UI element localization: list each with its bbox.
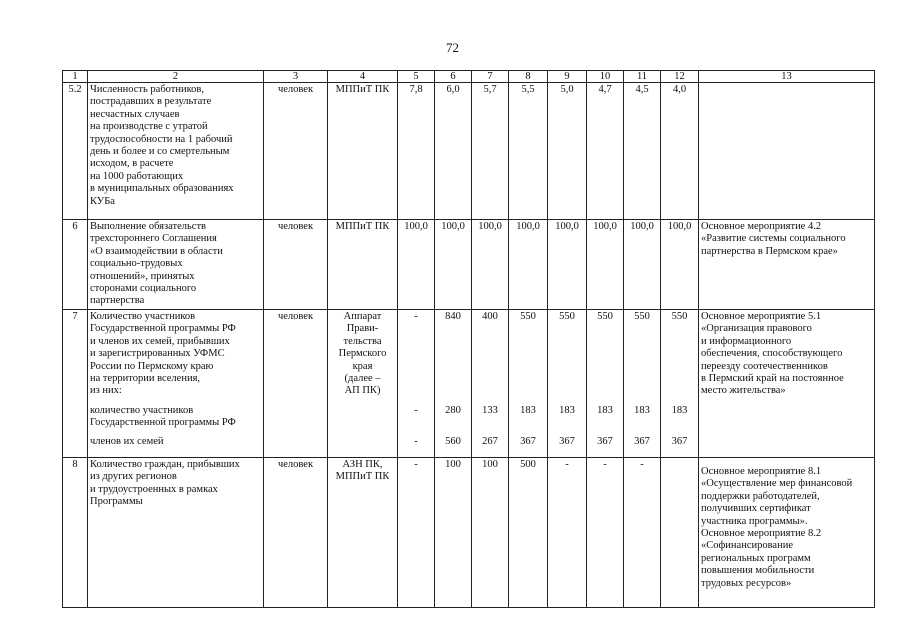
value-cell: 4,5 — [624, 83, 661, 220]
text-line: трехстороннего Соглашения — [90, 233, 217, 245]
unit-cell: человек — [264, 83, 328, 220]
text-line: Программы — [90, 496, 143, 508]
value-cell: 100 — [472, 458, 509, 608]
value-cell — [435, 310, 472, 458]
text-line: партнерства в Пермском крае» — [701, 245, 838, 257]
value-cell — [548, 310, 587, 458]
text-line: членов их семей — [90, 436, 164, 447]
measure-note — [699, 458, 875, 608]
value-cell — [398, 310, 435, 458]
text-line: Количество граждан, прибывших — [90, 459, 240, 470]
unit-cell: человек — [264, 310, 328, 458]
text-line: сторонами социального — [90, 283, 197, 295]
value-main: 550 — [671, 311, 688, 322]
value-cell: 4,7 — [587, 83, 624, 220]
text-line: из других регионов — [90, 471, 177, 483]
header-cell: 5 — [398, 71, 435, 83]
text-line: получивших сертификат — [701, 503, 811, 515]
indicator-name — [88, 220, 264, 310]
executor-cell — [328, 458, 398, 608]
value-sub2: 367 — [634, 436, 650, 447]
text-line: обеспечения, способствующего — [701, 348, 843, 360]
value-sub1: 183 — [671, 405, 688, 416]
value-cell: 100,0 — [509, 220, 548, 310]
text-line: и членов их семей, прибывших — [90, 335, 230, 347]
measure-note — [699, 310, 875, 458]
value-sub1: 280 — [445, 405, 461, 416]
executor-cell: МППиТ ПК — [328, 83, 398, 220]
value-main: 550 — [520, 311, 536, 322]
value-sub1: 183 — [597, 405, 613, 416]
text-line: региональных программ — [701, 552, 811, 564]
indicator-name — [88, 83, 264, 220]
text-line: Основное мероприятие 8.1 — [701, 466, 822, 477]
header-cell: 10 — [587, 71, 624, 83]
text-line: поддержки работодателей, — [701, 490, 820, 502]
text-line: АП ПК) — [344, 385, 381, 397]
value-cell: - — [587, 458, 624, 608]
unit-cell: человек — [264, 220, 328, 310]
executor-cell: МППиТ ПК — [328, 220, 398, 310]
value-sub2: 367 — [597, 436, 613, 447]
value-sub2: 367 — [671, 436, 688, 447]
value-cell: 100,0 — [548, 220, 587, 310]
header-cell: 2 — [88, 71, 264, 83]
value-cell — [661, 458, 699, 608]
header-cell: 7 — [472, 71, 509, 83]
unit-cell: человек — [264, 458, 328, 608]
indicator-name — [88, 458, 264, 608]
executor-cell — [328, 310, 398, 458]
text-line: «Развитие системы социального — [701, 233, 846, 245]
text-line: трудоспособности на 1 рабочий — [90, 133, 233, 145]
text-line: Основное мероприятие 4.2 — [701, 221, 822, 232]
indicators-table — [62, 70, 875, 608]
indicator-main-text — [90, 311, 261, 405]
value-cell: - — [398, 458, 435, 608]
text-line: и трудоустроенных в рамках — [90, 483, 218, 495]
text-line: из них: — [90, 385, 122, 397]
text-line: Пермского — [338, 348, 387, 360]
text-line: количество участников — [90, 405, 194, 416]
value-cell: 100,0 — [624, 220, 661, 310]
header-cell: 9 — [548, 71, 587, 83]
value-cell: 5,0 — [548, 83, 587, 220]
value-sub1: 133 — [482, 405, 498, 416]
text-line: Количество участников — [90, 311, 196, 322]
text-line: место жительства» — [701, 385, 786, 397]
table-row — [63, 458, 875, 608]
text-line: партнерства — [90, 295, 145, 307]
value-sub1: 183 — [520, 405, 536, 416]
value-sub2: 560 — [445, 436, 461, 447]
page-number: 72 — [446, 40, 459, 55]
text-line: (далее – — [344, 373, 381, 385]
value-cell: 5,7 — [472, 83, 509, 220]
value-cell: 100,0 — [472, 220, 509, 310]
text-line: «Организация правового — [701, 323, 812, 335]
text-line: участника программы». — [701, 515, 808, 527]
value-sub2: 367 — [520, 436, 536, 447]
value-cell: 100,0 — [435, 220, 472, 310]
value-sub2: 267 — [482, 436, 498, 447]
header-cell: 6 — [435, 71, 472, 83]
text-line: АЗН ПК, — [342, 459, 383, 470]
value-cell: 5,5 — [509, 83, 548, 220]
text-line: на производстве с утратой — [90, 121, 208, 133]
value-sub2: 367 — [559, 436, 575, 447]
value-cell — [661, 310, 699, 458]
text-line: Численность работников, — [90, 84, 205, 95]
header-cell: 8 — [509, 71, 548, 83]
measure-note — [699, 83, 875, 220]
value-cell: 100,0 — [587, 220, 624, 310]
table-row — [63, 83, 875, 220]
text-line: Основное мероприятие 8.2 — [701, 528, 822, 540]
text-line: Основное мероприятие 5.1 — [701, 311, 822, 322]
text-line: социально-трудовых — [90, 258, 183, 270]
value-cell: 4,0 — [661, 83, 699, 220]
text-line: несчастных случаев — [90, 108, 180, 120]
table-row — [63, 310, 875, 458]
text-line: «Софинансирование — [701, 540, 793, 552]
value-cell: 100,0 — [661, 220, 699, 310]
text-line: трудовых ресурсов» — [701, 577, 792, 589]
text-line: в муниципальных образованиях — [90, 183, 234, 195]
text-line: КУБа — [90, 195, 115, 207]
value-main: - — [414, 311, 418, 322]
header-cell: 12 — [661, 71, 699, 83]
value-sub1: 183 — [634, 405, 650, 416]
value-cell: 6,0 — [435, 83, 472, 220]
value-sub2: - — [414, 436, 418, 447]
text-line: Государственной программы РФ — [90, 323, 236, 335]
value-cell — [472, 310, 509, 458]
value-main: 840 — [445, 311, 461, 322]
value-sub1: - — [414, 405, 418, 416]
value-main: 550 — [597, 311, 613, 322]
value-cell: 500 — [509, 458, 548, 608]
text-line: России по Пермскому краю — [90, 360, 214, 372]
value-sub1: 183 — [559, 405, 575, 416]
indicator-name — [88, 310, 264, 458]
value-cell: 100 — [435, 458, 472, 608]
text-line: на 1000 работающих — [90, 170, 184, 182]
text-line: Аппарат — [343, 311, 382, 322]
text-line: «О взаимодействии в области — [90, 245, 223, 257]
text-line: «Осуществление мер финансовой — [701, 478, 853, 490]
header-cell: 4 — [328, 71, 398, 83]
value-cell: 7,8 — [398, 83, 435, 220]
value-cell: 100,0 — [398, 220, 435, 310]
text-line: и зарегистрированных УФМС — [90, 348, 225, 360]
text-line: повышения мобильности — [701, 565, 815, 577]
text-line: переезду соотечественников — [701, 360, 828, 372]
value-cell: - — [548, 458, 587, 608]
text-line: в Пермский край на постоянное — [701, 373, 844, 385]
row-number: 6 — [63, 220, 88, 310]
header-row — [63, 71, 875, 83]
value-cell — [587, 310, 624, 458]
table-row — [63, 220, 875, 310]
text-line: тельства — [343, 335, 382, 347]
text-line: и информационного — [701, 335, 792, 347]
header-cell: 11 — [624, 71, 661, 83]
text-line: края — [352, 360, 373, 372]
text-line: Прави- — [346, 323, 379, 335]
text-line: на территории вселения, — [90, 373, 201, 385]
value-main: 400 — [482, 311, 498, 322]
text-line: Государственной программы РФ — [90, 417, 236, 429]
text-line: пострадавших в результате — [90, 96, 212, 108]
value-cell — [509, 310, 548, 458]
value-main: 550 — [634, 311, 650, 322]
measure-note — [699, 220, 875, 310]
text-line: отношений», принятых — [90, 270, 195, 282]
indicator-sub-participants — [90, 405, 261, 436]
row-number: 7 — [63, 310, 88, 458]
text-line: исходом, в расчете — [90, 158, 174, 170]
header-cell: 1 — [63, 71, 88, 83]
value-main: 550 — [559, 311, 575, 322]
value-cell: - — [624, 458, 661, 608]
row-number: 5.2 — [63, 83, 88, 220]
text-line: Выполнение обязательств — [90, 221, 207, 232]
indicator-sub-family — [90, 436, 261, 448]
row-number: 8 — [63, 458, 88, 608]
header-cell: 13 — [699, 71, 875, 83]
text-line: день и более и со смертельным — [90, 146, 230, 158]
header-cell: 3 — [264, 71, 328, 83]
text-line: МППиТ ПК — [335, 471, 390, 483]
value-cell — [624, 310, 661, 458]
